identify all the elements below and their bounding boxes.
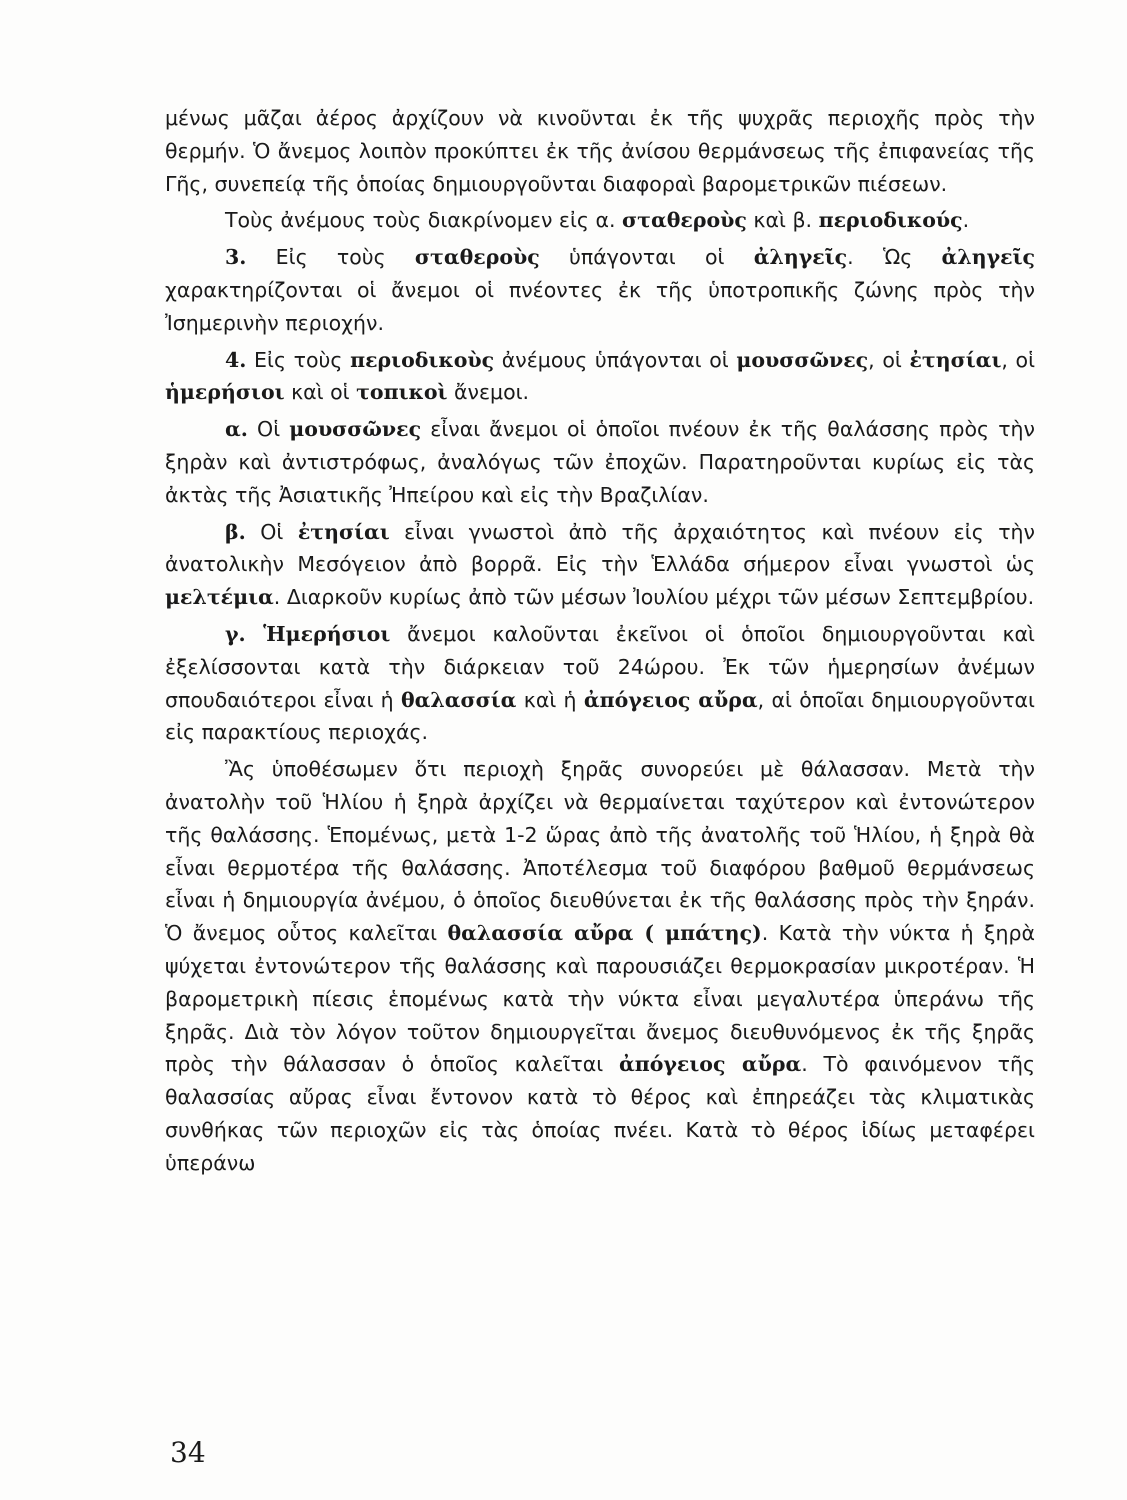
body-text xyxy=(165,102,1035,1180)
paragraph xyxy=(165,618,1035,749)
bold-term: 4. xyxy=(225,347,247,372)
text-run: ἀνέμους ὑπάγονται οἱ xyxy=(494,347,737,372)
text-run: μένως μᾶζαι ἀέρος ἀρχίζουν νὰ κινοῦνται ἐκ τῆς ψυχρᾶς περιοχῆς πρὸς τὴν θερμήν. Ὁ ἄνεμος λοιπὸν προκύπτει ἐκ τῆς ἀνίσου θερμάνσεως τῆς ἐπιφανείας τῆς Γῆς, συνεπείᾳ τῆς ὁποίας δημιουργοῦνται διαφοραὶ βαρομετρικῶν πιέσεων. xyxy=(165,106,1035,196)
text-run: Τοὺς ἀνέμους τοὺς διακρίνομεν εἰς α. xyxy=(225,208,623,233)
text-run: Ἂς ὑποθέσωμεν ὅτι περιοχὴ ξηρᾶς συνορεύει μὲ θάλασσαν. Μετὰ τὴν ἀνατολὴν τοῦ Ἡλίου ἡ ξηρὰ ἀρχίζει νὰ θερμαίνεται ταχύτερον καὶ ἐντονώτερον τῆς θαλάσσης. Ἑπομένως, μετὰ 1-2 ὥρας ἀπὸ τῆς ἀνατολῆς τοῦ Ἡλίου, ἡ ξηρὰ θὰ εἶναι θερμοτέρα τῆς θαλάσσης. Ἀποτέλεσμα τοῦ διαφόρου βαθμοῦ θερμάνσεως εἶναι ἡ δημιουργία ἀνέμου, ὁ ὁποῖος διευθύνεται ἐκ τῆς θαλάσσης πρὸς τὴν ξηράν. Ὁ ἄνεμος οὗτος καλεῖται xyxy=(165,757,1035,946)
bold-term: μουσσῶνες xyxy=(289,417,422,442)
paragraph xyxy=(165,204,1035,237)
text-run: . xyxy=(962,208,970,233)
bold-term: σταθεροὺς xyxy=(622,208,747,233)
text-run: Εἰς τοὺς xyxy=(246,245,415,270)
bold-term: ἀπόγειος αὔρα xyxy=(618,1052,802,1077)
paragraph xyxy=(165,516,1035,614)
text-run: , οἱ xyxy=(868,347,910,372)
text-run: καὶ οἱ xyxy=(284,380,357,405)
bold-term: ἀπόγειος αὔρα xyxy=(583,687,758,712)
bold-term: περιοδικούς xyxy=(818,208,963,233)
bold-term: σταθεροὺς xyxy=(414,245,540,270)
paragraph xyxy=(165,241,1035,339)
bold-term: ἀληγεῖς xyxy=(753,245,848,270)
bold-term: ἐτησίαι xyxy=(297,519,390,544)
text-run: καὶ ἡ xyxy=(516,687,584,712)
bold-term: ἐτησίαι xyxy=(909,347,1002,372)
text-run: Οἱ xyxy=(245,519,298,544)
bold-term: θαλασσία xyxy=(400,687,517,712)
text-run: εἶναι ἄνεμοι οἱ ὁποῖοι πνέουν ἐκ τῆς θαλάσσης πρὸς τὴν ξηρὰν καὶ ἀντιστρόφως, ἀναλόγως τῶν ἐποχῶν. Παρατηροῦνται κυρίως εἰς τὰς ἀκτὰς τῆς Ἀσιατικῆς Ἠπείρου καὶ εἰς τὴν Βραζιλίαν. xyxy=(165,417,1035,507)
text-run: Εἰς τοὺς xyxy=(246,347,351,372)
text-run: , οἱ xyxy=(1001,347,1036,372)
text-run: Οἱ xyxy=(247,417,290,442)
bold-term: β. xyxy=(225,519,246,544)
bold-term: ἡμερήσιοι xyxy=(165,380,285,405)
text-run: . Διαρκοῦν κυρίως ἀπὸ τῶν μέσων Ἰουλίου μέχρι τῶν μέσων Σεπτεμβρίου. xyxy=(273,585,1035,610)
page-number: 34 xyxy=(170,1436,206,1469)
text-run: ὑπάγονται οἱ xyxy=(539,245,754,270)
paragraph xyxy=(165,344,1035,410)
text-run: εἶναι γνωστοὶ ἀπὸ τῆς ἀρχαιότητος καὶ πνέουν εἰς τὴν ἀνατολικὴν Μεσόγειον ἀπὸ βορρᾶ. Εἰς τὴν Ἑλλάδα σήμερον εἶναι γνωστοὶ ὡς xyxy=(165,519,1035,577)
bold-term: ἀληγεῖς xyxy=(941,245,1035,270)
text-run: χαρακτηρίζονται οἱ ἄνεμοι οἱ πνέοντες ἐκ τῆς ὑποτροπικῆς ζώνης πρὸς τὴν Ἰσημερινὴν περιοχήν. xyxy=(165,277,1035,335)
bold-term: μελτέμια xyxy=(165,585,274,610)
text-run: . Ὡς xyxy=(847,245,942,270)
text-run: . Κατὰ τὴν νύκτα ἡ ξηρὰ ψύχεται ἐντονώτερον τῆς θαλάσσης καὶ παρουσιάζει θερμοκρασίαν μικροτέραν. Ἡ βαρομετρικὴ πίεσις ἑπομένως κατὰ τὴν νύκτα εἶναι μεγαλυτέρα ὑπεράνω τῆς ξηρᾶς. Διὰ τὸν λόγον τοῦτον δημιουργεῖται ἄνεμος διευθυνόμενος ἐκ τῆς ξηρᾶς πρὸς τὴν θάλασσαν ὁ ὁποῖος καλεῖται xyxy=(165,921,1035,1077)
paragraph xyxy=(165,102,1035,200)
bold-term: α. xyxy=(225,417,248,442)
text-run: καὶ β. xyxy=(746,208,819,233)
bold-term: γ. Ἡμερήσιοι xyxy=(225,621,391,646)
paragraph xyxy=(165,753,1035,1179)
text-run: ἄνεμοι καλοῦνται ἐκεῖνοι οἱ ὁποῖοι δημιουργοῦνται καὶ ἐξελίσσονται κατὰ τὴν διάρκειαν τοῦ 24ώρου. Ἐκ τῶν ἡμερησίων ἀνέμων σπουδαιότεροι εἶναι ἡ xyxy=(165,621,1035,712)
bold-term: μουσσῶνες xyxy=(736,347,869,372)
bold-term: περιοδικοὺς xyxy=(350,347,495,372)
bold-term: τοπικοὶ xyxy=(356,380,448,405)
bold-term: θαλασσία αὔρα ( μπάτης) xyxy=(447,921,762,946)
text-run: . Τὸ φαινόμενον τῆς θαλασσίας αὔρας εἶναι ἔντονον κατὰ τὸ θέρος καὶ ἐπηρεάζει τὰς κλιματικὰς συνθήκας τῶν περιοχῶν εἰς τὰς ὁποίας πνέει. Κατὰ τὸ θέρος ἰδίως μεταφέρει ὑπεράνω xyxy=(165,1052,1036,1175)
bold-term: 3. xyxy=(225,245,247,270)
paragraph xyxy=(165,413,1035,511)
text-run: ἄνεμοι. xyxy=(447,380,530,405)
text-run: , αἱ ὁποῖαι δημιουργοῦνται εἰς παρακτίους περιοχάς. xyxy=(165,687,1035,745)
